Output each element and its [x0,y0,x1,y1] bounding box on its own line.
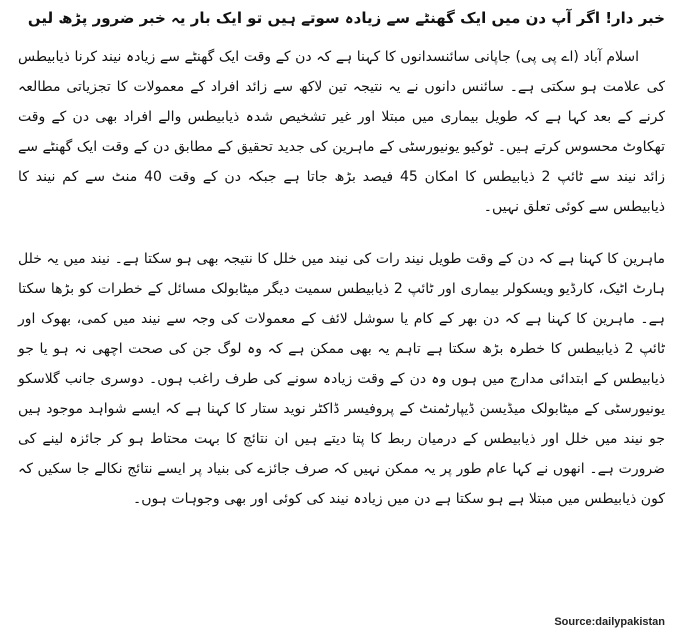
source-credit: Source:dailypakistan [554,616,665,628]
article-paragraph-2: ماہرین کا کہنا ہے کہ دن کے وقت طویل نیند رات کی نیند میں خلل کا نتیجہ بھی ہو سکتا ہے۔ نیند میں یہ خلل ہارٹ اٹیک، کارڈیو ویسکولر بیماری اور ٹائپ 2 ذیابیطس سمیت دیگر میٹابولک مسائل کے خطرات کو بڑھا سکتا ہے۔ ماہرین کا کہنا ہے کہ دن بھر کے کام یا سوشل لائف کے معمولات کی وجہ سے نیند میں کمی، بھوک اور ٹائپ 2 ذیابیطس کا خطرہ بڑھ سکتا ہے تاہم یہ بھی ممکن ہے کہ وہ لوگ جن کی صحت اچھی نہ ہو یا جو ذیابیطس کے ابتدائی مدارج میں ہوں وہ دن کے وقت زیادہ سونے کی طرف راغب ہوں۔ دوسری جانب گلاسکو یونیورسٹی کے میٹابولک میڈیسن ڈیپارٹمنٹ کے پروفیسر ڈاکٹر نوید ستار کا کہنا ہے کہ ایسے شواہد موجود ہیں جو نیند میں خلل اور ذیابیطس کے درمیان ربط کا پتا دیتے ہیں ان نتائج کا بہت محتاط ہو کر جائزہ لینے کی ضرورت ہے۔ انھوں نے کہا عام طور پر یہ ممکن نہیں کہ صرف جائزے کی بنیاد پر ایسے نتائج نکالے جا سکیں کہ کون ذیابیطس میں مبتلا ہے ہو سکتا ہے دن میں زیادہ نیند کی کوئی اور بھی وجوہات ہوں۔ [18,251,665,507]
article-paragraph-1: اسلام آباد (اے پی پی) جاپانی سائنسدانوں کا کہنا ہے کہ دن کے وقت ایک گھنٹے سے زیادہ نیند کرنا ذیابیطس کی علامت ہو سکتی ہے۔ سائنس دانوں نے یہ نتیجہ تین لاکھ سے زائد افراد کے معمولات کا تجزیاتی مطالعہ کرنے کے بعد کہا ہے کہ طویل بیماری میں مبتلا اور غیر تشخیص شدہ ذیابیطس والے افراد بھی دن کے وقت تھکاوٹ محسوس کرتے ہیں۔ ٹوکیو یونیورسٹی کے ماہرین کی جدید تحقیق کے مطابق دن کے وقت ایک گھنٹے سے زائد نیند سے ٹائپ 2 ذیابیطس کا امکان 45 فیصد بڑھ جاتا ہے جبکہ دن کے وقت 40 منٹ سے کم نیند کا ذیابیطس سے کوئی تعلق نہیں۔ [18,49,666,215]
news-article [18,6,665,514]
article-headline: خبر دار! اگر آپ دن میں ایک گھنٹے سے زیادہ سوتے ہیں تو ایک بار یہ خبر ضرور پڑھ لیں [27,9,665,27]
